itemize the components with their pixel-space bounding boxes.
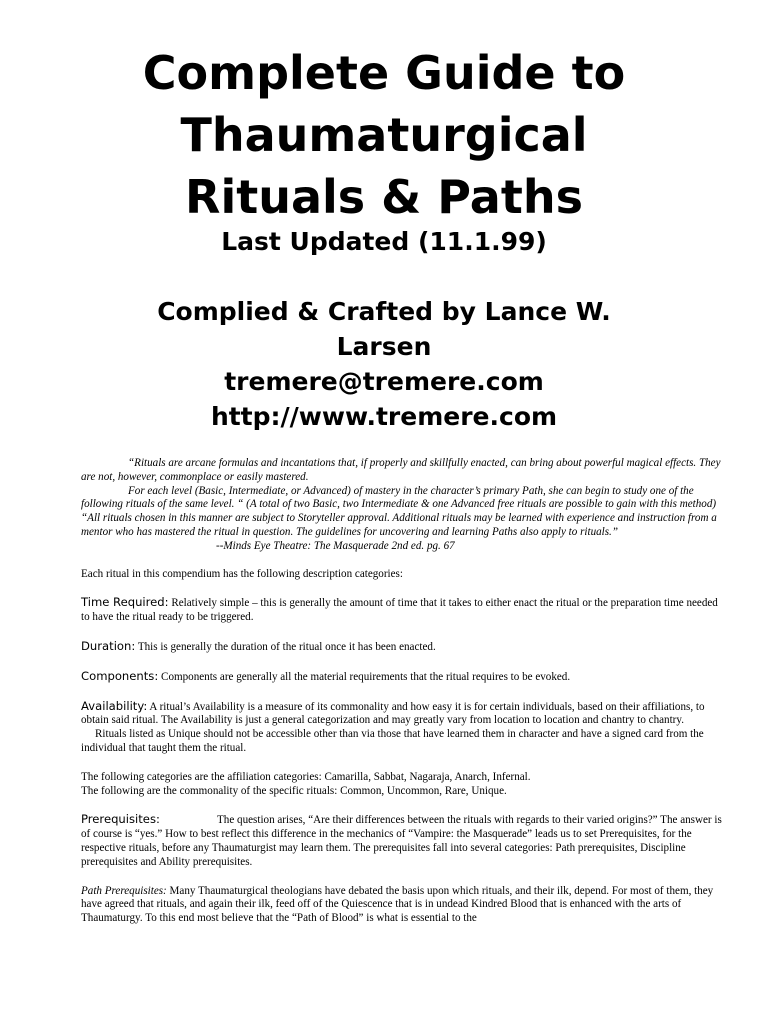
quote-paragraph: For each level (Basic, Intermediate, or Advanced) of mastery in the character’s primary Path, she can begin to study one of the following rituals of the same level. “ (A total of two Basic, two Intermediate & one Advanced free rituals are possible to gain with this method) “All rituals chosen in this manner are subject to Storyteller approval. Additional rituals may be learned with experience and instruction from a mentor who has mastered the ritual in question. The guidelines for uncovering and learning Paths also apply to rituals.”: [81, 484, 717, 538]
commonality-categories: The following are the commonality of the specific rituals: Common, Uncommon, Rare, Unique.: [81, 784, 507, 797]
section-label: Prerequisites:: [81, 812, 160, 827]
title-line: Rituals & Paths: [185, 170, 583, 224]
title-line: Thaumaturgical: [180, 108, 588, 162]
title-line: Complete Guide to: [142, 46, 626, 100]
section-duration: [81, 640, 723, 655]
credit-line: Larsen: [336, 332, 432, 361]
section-text: A ritual’s Availability is a measure of its commonality and how easy it is for certain individuals, based on their affiliations, to obtain said ritual. The Availability is just a general categorization and may greatly vary from location to location and chantry to chantry.: [81, 700, 705, 727]
section-components: [81, 670, 723, 685]
section-path-prerequisites: [81, 885, 723, 926]
affiliation-categories: The following categories are the affiliation categories: Camarilla, Sabbat, Nagaraja, Anarch, Infernal.: [81, 770, 531, 783]
epigraph-quote: [81, 457, 723, 554]
last-updated: Last Updated (11.1.99): [221, 227, 547, 256]
availability-note: Rituals listed as Unique should not be accessible other than via those that have learned them in character and have a signed card from the individual that taught them the ritual.: [81, 728, 704, 754]
section-text: Relatively simple – this is generally the amount of time that it takes to either enact the ritual or the preparation time needed to have the ritual ready to be triggered.: [81, 597, 718, 624]
quote-citation: --Minds Eye Theatre: The Masquerade 2nd ed. pg. 67: [216, 539, 455, 552]
section-text: The question arises, “Are their differences between the rituals with regards to their varied origins?” The answer is of course is “yes.” How to best reflect this difference in the mechanics of “Vampire: the Masquerade” leads us to set Prerequisites, for the respective rituals, before any Thaumaturgist may learn them. The prerequisites fall into several categories: Path prerequisites, Discipline prerequisites and Ability prerequisites.: [81, 814, 722, 868]
section-label: Components:: [81, 668, 159, 683]
section-label: Path Prerequisites:: [81, 884, 167, 897]
document-title: [0, 42, 768, 228]
credits: [0, 294, 768, 434]
author-email: tremere@tremere.com: [224, 367, 544, 396]
document-body: [81, 457, 723, 926]
author-website: http://www.tremere.com: [210, 402, 558, 431]
section-label: Time Required:: [81, 595, 169, 610]
quote-paragraph: “Rituals are arcane formulas and incantations that, if properly and skillfully enacted, can bring about powerful magical effects. They are not, however, commonplace or easily mastered.: [81, 457, 721, 483]
section-text: Many Thaumaturgical theologians have debated the basis upon which rituals, and their ilk, depend. For most of them, they have agreed that rituals, and again their ilk, feed off of the Quiescence that is in undead Kindred Blood that is enhanced with the arts of Thaumaturgy. To this end most believe that the “Path of Blood” is what is essential to the: [81, 884, 714, 925]
section-text: Components are generally all the material requirements that the ritual requires to be evoked.: [158, 670, 571, 683]
section-label: Availability:: [81, 698, 148, 713]
intro-text: Each ritual in this compendium has the following description categories:: [81, 567, 403, 580]
section-prerequisites: [81, 813, 723, 869]
section-availability: [81, 700, 723, 729]
section-text: This is generally the duration of the ritual once it has been enacted.: [135, 640, 436, 653]
section-time-required: [81, 596, 723, 625]
section-label: Duration:: [81, 638, 136, 653]
credit-line: Complied & Crafted by Lance W.: [157, 297, 611, 326]
